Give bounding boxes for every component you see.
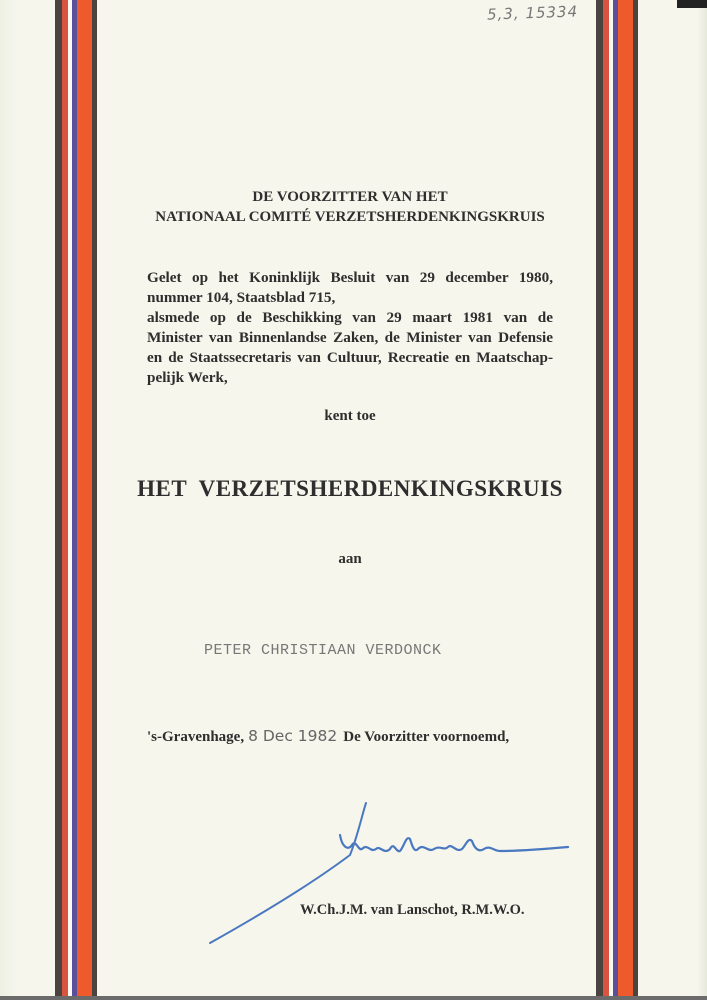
- paper-bottom-edge: [0, 996, 707, 1000]
- stripe-dark: [596, 0, 603, 996]
- left-ribbon-stripe: [55, 0, 97, 996]
- stripe-dark: [633, 0, 638, 996]
- heading-line-1: DE VOORZITTER VAN HET: [252, 189, 448, 205]
- stripe-dark: [55, 0, 62, 996]
- paper-right-edge: [697, 0, 707, 1000]
- stripe-dark: [92, 0, 97, 996]
- scan-corner: [677, 0, 707, 8]
- stripe-orange: [77, 0, 92, 996]
- handwritten-archive-number: 5,3, 15334: [486, 2, 579, 24]
- preamble-line: pelijk Werk,: [147, 369, 228, 386]
- preamble-line: Minister van Binnenlandse Zaken, de Minister van Defensie: [147, 329, 553, 346]
- signature-stroke: [340, 835, 568, 851]
- stripe-orange: [618, 0, 633, 996]
- preamble-line: en de Staatssecretaris van Cultuur, Recreatie en Maatschap-: [147, 349, 553, 366]
- preamble-line: alsmede op de Beschikking van 29 maart 1981 van de: [147, 309, 553, 326]
- place: 's-Gravenhage,: [147, 729, 245, 745]
- heading-line-2: NATIONAAL COMITÉ VERZETSHERDENKINGSKRUIS: [155, 209, 545, 225]
- document-heading: [110, 187, 590, 227]
- signature-stroke: [210, 803, 366, 943]
- date: 8 Dec 1982: [248, 727, 338, 745]
- paper-left-edge: [0, 0, 16, 1000]
- handwritten-signature: [200, 795, 580, 955]
- signer-name: W.Ch.J.M. van Lanschot, R.M.W.O.: [300, 902, 525, 918]
- preamble-text: [147, 268, 553, 388]
- grant-phrase: kent toe: [324, 408, 376, 424]
- preamble-line: Gelet op het Koninklijk Besluit van 29 december 1980,: [147, 269, 553, 286]
- recipient-name: PETER CHRISTIAAN VERDONCK: [204, 642, 442, 659]
- to-word: aan: [338, 551, 362, 567]
- place-date-line: [147, 727, 509, 746]
- award-title: HET VERZETSHERDENKINGSKRUIS: [137, 476, 563, 501]
- closing: De Voorzitter voornoemd,: [343, 729, 510, 745]
- preamble-line: nummer 104, Staatsblad 715,: [147, 289, 336, 306]
- right-ribbon-stripe: [596, 0, 638, 996]
